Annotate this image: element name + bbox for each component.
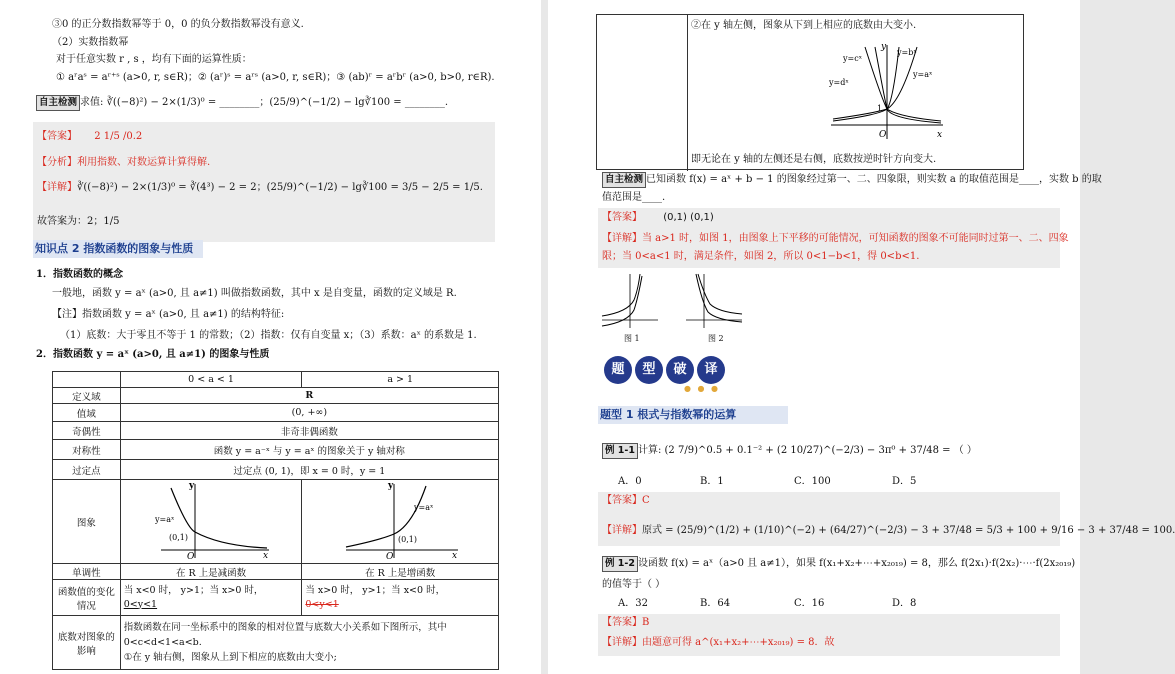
option: D．5: [892, 476, 917, 487]
row-value: 函数 y = a⁻ˣ 与 y = aˣ 的图象关于 y 轴对称: [120, 440, 498, 460]
graph-decreasing: [120, 480, 302, 564]
answer-label: 【答案】: [602, 212, 642, 223]
detail-line: [37, 181, 483, 195]
figure-caption: 图 1: [624, 334, 640, 343]
text-line: 一般地，函数 y = aˣ (a>0, 且 a≠1) 叫做指数函数，其中 x 是自变量，函数的定义域是 R.: [52, 288, 457, 299]
knowledge-point-heading: 知识点 2 指数函数的图象与性质: [33, 240, 203, 258]
option: C．100: [794, 476, 831, 487]
text-line: （1）底数：大于零且不等于 1 的常数；（2）指数：仅有自变量 x；（3）系数：aˣ 的系数是 1.: [60, 330, 477, 341]
detail-line: [602, 636, 835, 650]
section-banner: [604, 356, 728, 393]
section-heading: 1．指数函数的概念: [36, 269, 123, 280]
detail-label: 【详解】: [602, 233, 642, 244]
left-page: [0, 0, 541, 674]
detail-text: 当 a>1 时，如图 1，由图象上下平移的可能情况，可知函数的图象不可能同时过第一、二、四象: [642, 233, 1069, 244]
col-header: a > 1: [302, 372, 499, 388]
text-line: 即无论在 y 轴的左侧还是右侧，底数按逆时针方向变大.: [691, 154, 937, 165]
origin-label: O: [386, 552, 394, 562]
answer-line: [37, 130, 142, 144]
answer-value: (0,1) (0,1): [663, 212, 714, 223]
banner-char: 题: [604, 356, 632, 384]
base-text: ①在 y 轴右侧，图象从上到下相应的底数由大变小;: [123, 652, 337, 663]
axis-x-label: x: [263, 551, 269, 561]
answer-line: 【答案】B: [602, 617, 650, 628]
row-value: [120, 616, 498, 670]
detail-label: 【详解】: [602, 525, 642, 536]
properties-table: [52, 371, 499, 670]
row-value: (0, +∞): [120, 404, 498, 422]
row-key: 对称性: [53, 440, 121, 460]
curve-label: y=cˣ: [843, 54, 863, 63]
example-text: 设函数 f(x) = aˣ（a>0 且 a≠1），如果 f(x₁+x₂+⋯+x₂₀₁₉) = 8，那么 f(2x₁)·f(2x₂)·⋯·f(2x₂₀₁₉): [637, 558, 1076, 569]
detail-line: 限；当 0<a<1 时，满足条件，如图 2，所以 0<1−b<1，得 0<b<1.: [602, 251, 920, 262]
detail-line: [602, 524, 1175, 538]
row-value: [120, 580, 302, 616]
var-text: 当 x<0 时， y>1；当 x>0 时，: [123, 584, 264, 596]
analysis-text: 利用指数、对数运算计算得解.: [77, 157, 211, 168]
figure-2: [684, 272, 744, 330]
self-check-text: 求值: ∛((−8)²) − 2×(1/3)⁰ = ________；(25/9)^(−1/2) − lg∛100 = ________.: [80, 97, 449, 108]
self-check-line: [602, 172, 1102, 188]
example-label: 例 1-2: [602, 556, 638, 572]
detail-text: 原式 = (25/9)^(1/2) + (1/10)^(−2) + (64/27)^(−2/3) − 3 + 37/48 = 5/3 + 100 + 9/16 − 3 + 37/48 = 100.: [642, 525, 1175, 536]
row-key: 单调性: [53, 564, 121, 580]
text-line: （2）实数指数幂: [52, 37, 129, 48]
detail-text: ∛((−8)²) − 2×(1/3)⁰ = ∛(4³) − 2 = 2；(25/9)^(−1/2) − lg∛100 = 3/5 − 2/5 = 1/5.: [77, 182, 483, 193]
graph-increasing: [302, 480, 499, 564]
row-value: 在 R 上是增函数: [302, 564, 499, 580]
banner-char: 型: [635, 356, 663, 384]
detail-label: 【详解】: [602, 637, 642, 648]
answer-value: 2 1/5 /0.2: [94, 131, 143, 142]
row-key: 值域: [53, 404, 121, 422]
option: D．8: [892, 598, 917, 609]
text-line: 【注】指数函数 y = aˣ (a>0, 且 a≠1) 的结构特征:: [52, 309, 285, 320]
topic-heading: 题型 1 根式与指数幂的运算: [598, 406, 788, 424]
row-value: [302, 580, 499, 616]
self-check-text: 已知函数 f(x) = aˣ + b − 1 的图象经过第一、二、四象限，则实数 a 的取值范围是____，实数 b 的取: [646, 174, 1102, 185]
decay-graph: [151, 480, 271, 560]
final-answer: 故答案为：2；1/5: [37, 216, 120, 227]
analysis-label: 【分析】: [37, 157, 77, 168]
detail-text: 由题意可得 a^(x₁+x₂+⋯+x₂₀₁₉) = 8．故: [642, 637, 835, 648]
var-text: 0<y<1: [123, 598, 158, 610]
answer-line: [602, 211, 714, 225]
base-text: 0<c<d<1<a<b.: [123, 637, 202, 648]
axis-y-label: y: [388, 481, 394, 491]
origin-label: O: [879, 130, 887, 140]
option: A．0: [618, 476, 642, 487]
base-text: 指数函数在同一坐标系中的图象的相对位置与底数大小关系如下图所示，其中: [123, 622, 447, 633]
option: C．16: [794, 598, 825, 609]
text-line: ① aʳaˢ = aʳ⁺ˢ (a>0, r, s∈R)；② (aʳ)ˢ = aʳˢ (a>0, r, s∈R)；③ (ab)ʳ = aʳbʳ (a>0, b>0, r∈R).: [56, 72, 495, 83]
curve-label: y=aˣ: [913, 70, 933, 79]
option: B．1: [700, 476, 724, 487]
example-text: 计算: (2 7/9)^0.5 + 0.1⁻² + (2 10/27)^(−2/3) − 3π⁰ + 37/48 = （ ）: [637, 445, 977, 456]
self-check-line: [36, 95, 448, 111]
text-line: ③0 的正分数指数幂等于 0，0 的负分数指数幂没有意义.: [52, 19, 304, 30]
example-line: [602, 556, 1075, 572]
decorative-dots: ● ● ●: [683, 384, 720, 393]
text-line: 的值等于（ ）: [602, 579, 666, 590]
var-text: 0<y<1: [305, 598, 339, 610]
row-value: R: [120, 388, 498, 404]
banner-char: 破: [666, 356, 694, 384]
var-text: 当 x>0 时， y>1；当 x<0 时，: [305, 584, 446, 596]
text-line: 值范围是____.: [602, 192, 666, 203]
row-value: 在 R 上是减函数: [120, 564, 302, 580]
row-key: 图象: [53, 480, 121, 564]
growth-graph: [340, 480, 460, 560]
axis-x-label: x: [452, 551, 458, 561]
answer-line: 【答案】C: [602, 495, 650, 506]
self-check-label: 自主检测: [36, 95, 80, 111]
figure-caption: 图 2: [708, 334, 724, 343]
right-page: [548, 0, 1175, 674]
answer-label: 【答案】: [37, 131, 77, 142]
detail-line: [602, 232, 1069, 246]
row-key: 函数值的变化情况: [53, 580, 121, 616]
row-key: 底数对图象的影响: [53, 616, 121, 670]
text-line: 对于任意实数 r , s ，均有下面的运算性质：: [56, 54, 252, 65]
axis-y-label: y: [189, 481, 195, 491]
option: B．64: [700, 598, 731, 609]
axis-x-label: x: [937, 130, 943, 140]
row-key: 奇偶性: [53, 422, 121, 440]
curve-label: y=aˣ: [155, 515, 175, 524]
banner-char: 译: [697, 356, 725, 384]
detail-label: 【详解】: [37, 182, 77, 193]
example-line: [602, 443, 977, 459]
section-heading: 2．指数函数 y = aˣ (a>0, 且 a≠1) 的图象与性质: [36, 349, 270, 360]
curve-label: y=bˣ: [897, 48, 917, 57]
origin-label: O: [187, 552, 195, 562]
multi-base-graph: [825, 41, 945, 141]
self-check-label: 自主检测: [602, 172, 646, 188]
row-key: 定义域: [53, 388, 121, 404]
row-key: 过定点: [53, 460, 121, 480]
row-value: 过定点 (0, 1)，即 x = 0 时，y = 1: [120, 460, 498, 480]
base-effect-cell: [596, 14, 1024, 170]
option: A．32: [618, 598, 648, 609]
analysis-line: [37, 156, 210, 170]
row-value: 非奇非偶函数: [120, 422, 498, 440]
curve-label: y=aˣ: [414, 503, 434, 512]
point-label: (0,1): [398, 535, 418, 544]
example-label: 例 1-1: [602, 443, 638, 459]
axis-y-label: y: [881, 42, 887, 52]
point-label: (0,1): [169, 533, 189, 542]
col-header: 0 < a < 1: [120, 372, 302, 388]
curve-label: y=dˣ: [829, 78, 849, 87]
tick-label: 1: [877, 104, 883, 113]
text-line: ②在 y 轴左侧，图象从下到上相应的底数由大变小.: [691, 20, 917, 31]
figure-1: [600, 272, 660, 330]
